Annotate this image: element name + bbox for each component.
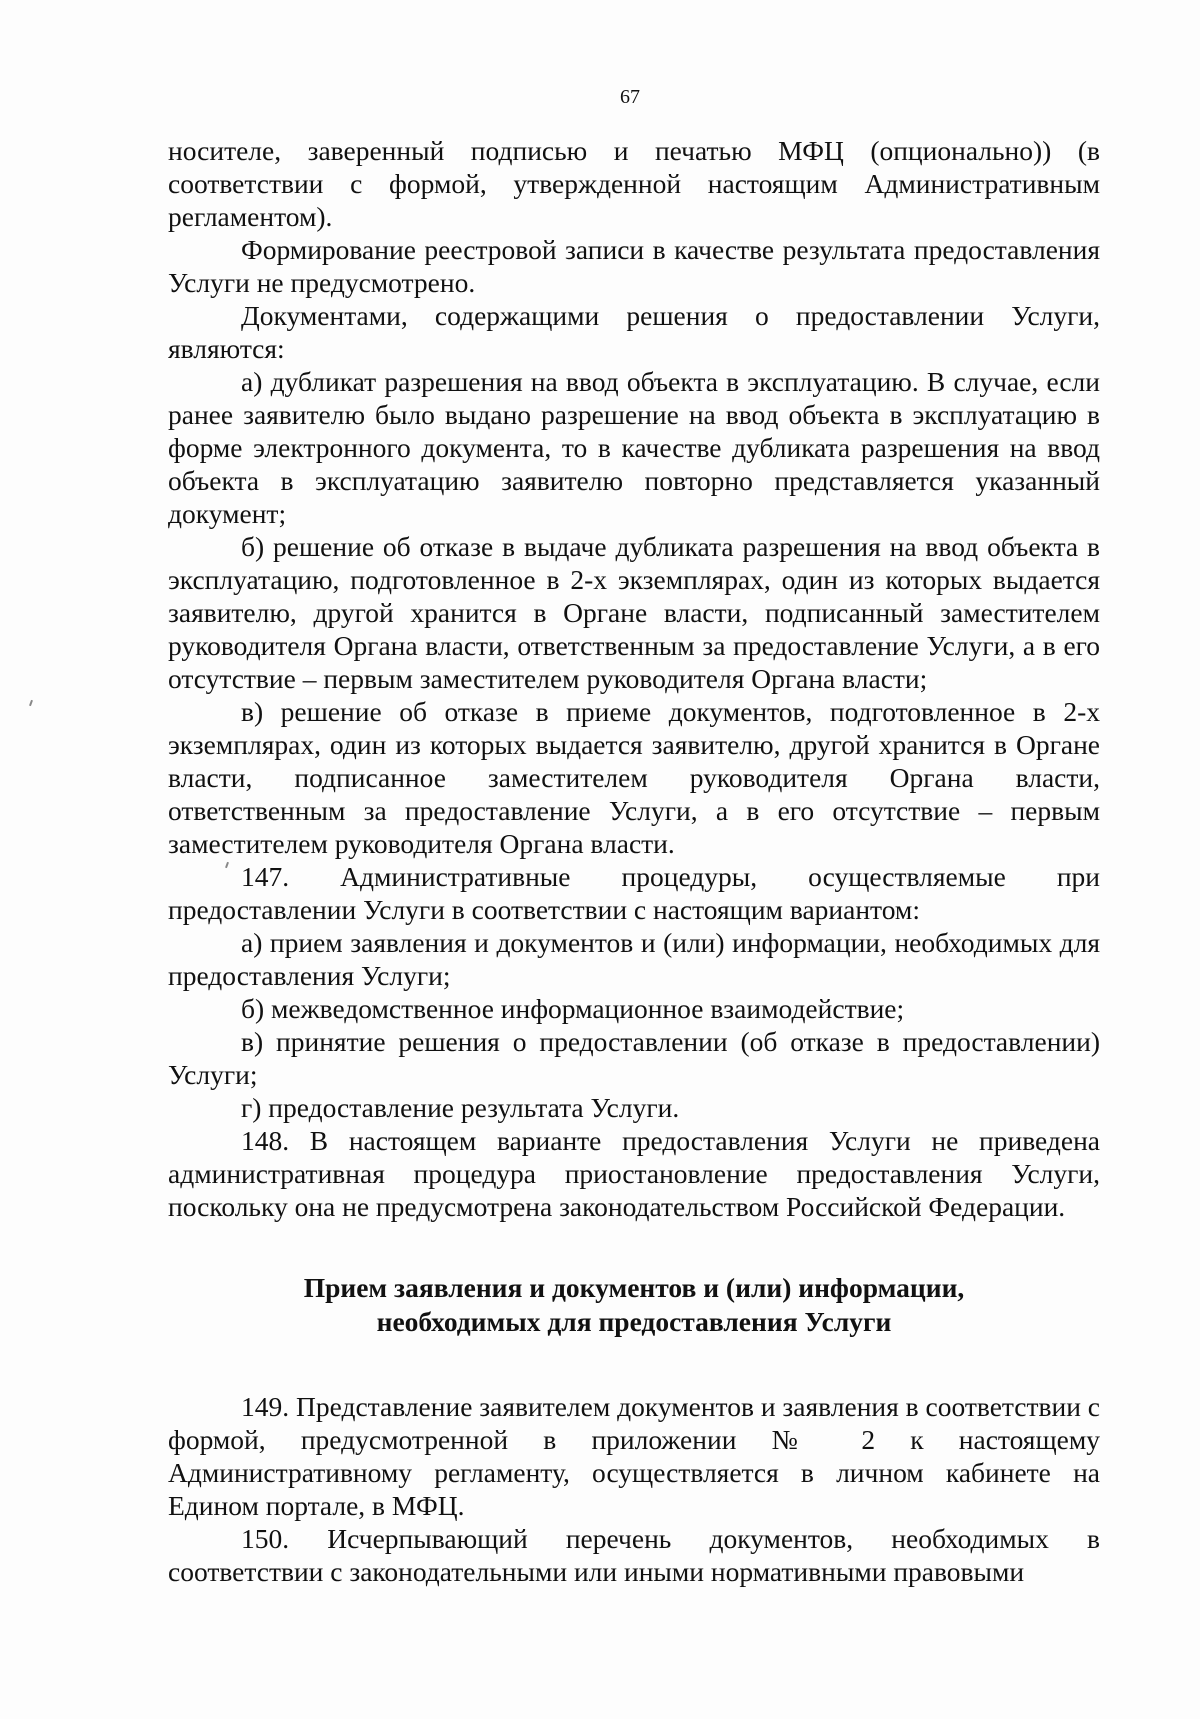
list-item-a-duplicate: а) дубликат разрешения на ввод объекта в эксплуатацию. В случае, если ранее заявителю было выдано разрешение на ввод объекта в эксплуатацию в форме электронного документа, то в качестве дубликата разрешения на ввод объекта в эксплуатацию заявителю повторно представляется указанный документ;: [168, 366, 1100, 529]
clause-149: 149. Представление заявителем документов и заявления в соответствии с формой, предусмотренной в приложении № 2 к настоящему Административному регламенту, осуществляется в личном кабинете на Едином портале, в МФЦ.: [168, 1391, 1100, 1521]
scan-speck: [29, 700, 33, 706]
clause-147: 147. Административные процедуры, осуществляемые при предоставлении Услуги в соответствии с настоящим вариантом:: [168, 861, 1100, 925]
clause-147-item-c: в) принятие решения о предоставлении (об отказе в предоставлении) Услуги;: [168, 1026, 1100, 1090]
section-heading-line-1: Прием заявления и документов и (или) информации,: [303, 1272, 965, 1303]
clause-148: 148. В настоящем варианте предоставления Услуги не приведена административная процедура приостановление предоставления Услуги, поскольку она не предусмотрена законодательством Российской Федерации.: [168, 1125, 1100, 1222]
paragraph-continuation: носителе, заверенный подписью и печатью МФЦ (опционально)) (в соответствии с формой, утвержденной настоящим Административным регламентом).: [168, 135, 1100, 232]
paragraph-decision-documents: Документами, содержащими решения о предоставлении Услуги, являются:: [168, 300, 1100, 364]
list-item-c-refusal-documents: в) решение об отказе в приеме документов, подготовленное в 2-х экземплярах, один из которых выдается заявителю, другой хранится в Органе власти, подписанное заместителем руководителя Органа власти, ответственным за предоставление Услуги, а в его отсутствие – первым заместителем руководителя Органа власти.: [168, 696, 1100, 859]
paragraph-registry-record: Формирование реестровой записи в качестве результата предоставления Услуги не предусмотрено.: [168, 234, 1100, 298]
clause-147-item-d: г) предоставление результата Услуги.: [241, 1092, 680, 1123]
clause-147-item-b: б) межведомственное информационное взаимодействие;: [241, 993, 905, 1024]
clause-150: 150. Исчерпывающий перечень документов, необходимых в соответствии с законодательными или иными нормативными правовыми: [168, 1523, 1100, 1587]
list-item-b-refusal-duplicate: б) решение об отказе в выдаче дубликата разрешения на ввод объекта в эксплуатацию, подготовленное в 2-х экземплярах, один из которых выдается заявителю, другой хранится в Органе власти, подписанный заместителем руководителя Органа власти, ответственным за предоставление Услуги, а в его отсутствие – первым заместителем руководителя Органа власти;: [168, 531, 1100, 694]
page-number: 67: [620, 86, 640, 108]
section-heading: [168, 1271, 1100, 1339]
document-body: [168, 134, 1100, 1588]
section-heading-line-2: необходимых для предоставления Услуги: [376, 1306, 892, 1337]
clause-147-item-a: а) прием заявления и документов и (или) информации, необходимых для предоставления Услуги;: [168, 927, 1100, 991]
